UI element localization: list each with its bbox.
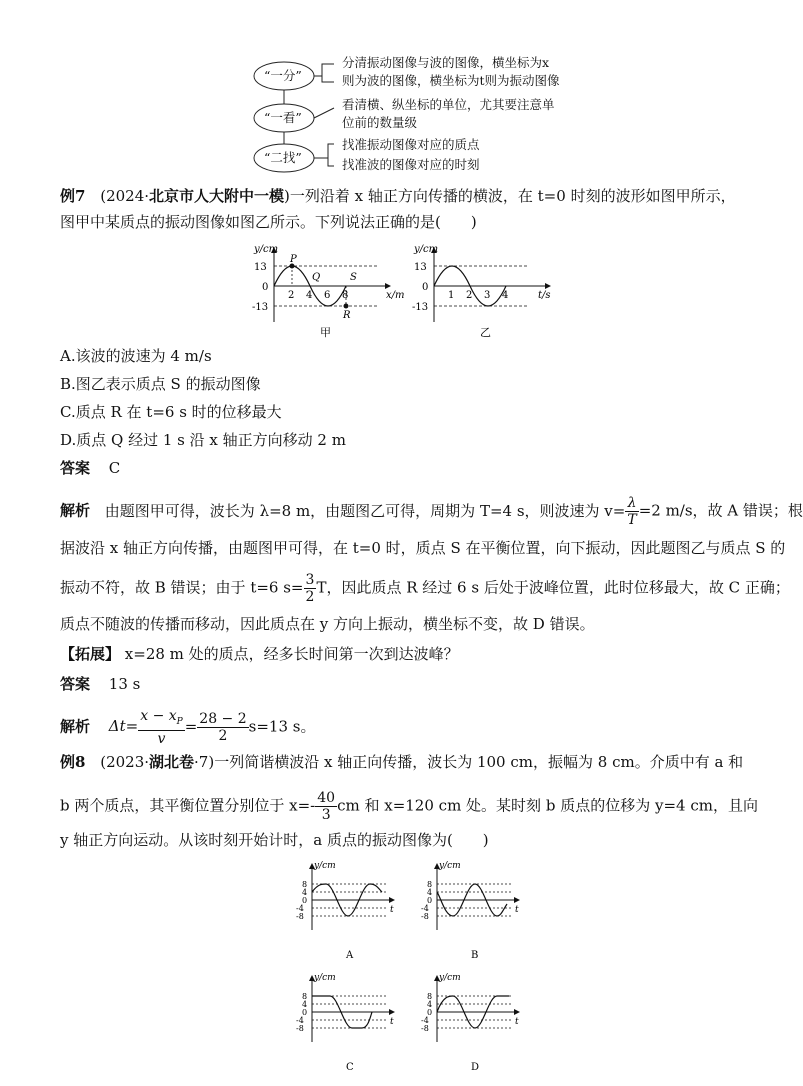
ex7-analysis-1a: 由题图甲可得，波长为 λ=8 m，由题图乙可得，周期为 T=4 s，则波速为 v= xyxy=(104,501,626,520)
ex7-option-c: C.质点 R 在 t=6 s 时的位移最大 xyxy=(60,403,282,421)
caption: A xyxy=(346,950,354,961)
yi-ytick-0: 0 xyxy=(422,282,429,293)
yi-xtick-2: 2 xyxy=(466,290,473,301)
extension-answer: 13 s xyxy=(108,675,141,693)
ex8-graph-b xyxy=(415,858,525,963)
graph-yi-svg xyxy=(410,240,560,340)
ex8-source-bold: 湖北卷 xyxy=(149,753,195,771)
ex7-source-bold: 北京市人大附中一模 xyxy=(149,187,285,205)
frac-num: λ xyxy=(625,495,638,512)
ytick: 0 xyxy=(302,896,308,905)
frac1-num xyxy=(138,708,184,731)
ex7-analysis-3a: 振动不符，故 B 错误；由于 t=6 s= xyxy=(60,578,304,597)
ex7-line2: 图甲中某质点的振动图像如图乙所示。下列说法正确的是( ) xyxy=(60,213,477,231)
frac1-den: v xyxy=(157,730,166,747)
point-r xyxy=(344,304,349,309)
ex8-line1 xyxy=(60,752,743,772)
extension-eq: = xyxy=(184,717,198,736)
ex7-analysis-1 xyxy=(60,495,803,528)
yi-ylabel: y/cm xyxy=(414,244,439,255)
frac2-den: 2 xyxy=(218,727,228,744)
jia-xtick-8: 8 xyxy=(342,290,349,301)
ex8-frac-num: 40 xyxy=(317,790,336,806)
ex7-analysis-2: 据波沿 x 轴正方向传播，由题图甲可得，在 t=0 时，质点 S 在平衡位置，向下振动，因此题图乙与质点 S 的 xyxy=(60,539,786,557)
ytick: 8 xyxy=(427,880,433,889)
ex7-option-a: A.该波的波速为 4 m/s xyxy=(60,347,212,365)
extension-analysis xyxy=(60,708,315,747)
yi-xtick-4: 4 xyxy=(502,290,509,301)
ex7-source-pre: (2024· xyxy=(100,187,150,205)
jia-label-q: Q xyxy=(312,272,321,283)
ex7-source-post: ) xyxy=(284,187,290,205)
node-yikan: “一看” xyxy=(264,110,302,125)
xlabel: t xyxy=(390,905,394,915)
ytick: -8 xyxy=(296,912,304,921)
frac2-num: 28 − 2 xyxy=(199,710,247,727)
yi-xtick-3: 3 xyxy=(484,290,491,301)
ex8-source-post: ·7) xyxy=(194,753,215,771)
ytick: -4 xyxy=(421,1016,429,1025)
frac-den: 2 xyxy=(305,589,315,605)
kan-text-1: 看清横、纵坐标的单位，尤其要注意单 xyxy=(342,97,555,112)
ex7-answer-label: 答案 xyxy=(60,459,91,477)
extension-formula-post: s=13 s。 xyxy=(248,717,316,736)
extension-question: x=28 m 处的质点，经多长时间第一次到达波峰？ xyxy=(124,645,459,663)
xlabel: t xyxy=(515,1017,519,1027)
jia-xtick-2: 2 xyxy=(288,290,295,301)
summary-diagram xyxy=(250,50,570,180)
jia-label-r: R xyxy=(343,310,351,321)
jia-xtick-6: 6 xyxy=(324,290,331,301)
ex7-option-b: B.图乙表示质点 S 的振动图像 xyxy=(60,375,261,393)
jia-xtick-4: 4 xyxy=(306,290,313,301)
yi-xlabel: t/s xyxy=(538,290,551,301)
jia-ytick-n13: -13 xyxy=(252,302,269,313)
graph-jia-svg xyxy=(250,240,405,340)
ex8-graph-svg xyxy=(290,858,400,963)
ex7-analysis-label: 解析 xyxy=(60,501,91,520)
yi-ytick-13: 13 xyxy=(414,262,427,273)
ex8-graph-a xyxy=(290,858,400,963)
ex7-option-d: D.质点 Q 经过 1 s 沿 x 轴正方向移动 2 m xyxy=(60,431,346,449)
ytick: 4 xyxy=(302,888,308,897)
ex7-analysis-3-frac xyxy=(304,572,317,605)
caption: B xyxy=(471,950,479,961)
ex7-analysis-3b: T，因此质点 R 经过 6 s 后处于波峰位置，此时位移最大，故 C 正确； xyxy=(316,578,790,597)
node-yifen: “一分” xyxy=(264,68,302,83)
ytick: 0 xyxy=(302,1008,308,1017)
ex7-analysis-1-frac xyxy=(625,495,638,528)
jia-label-s: S xyxy=(350,272,357,283)
ex8-source-pre: (2023· xyxy=(100,753,150,771)
ex8-frac xyxy=(315,790,337,823)
extension-frac2 xyxy=(197,711,248,744)
frac1-sub: P xyxy=(176,716,183,727)
ex7-analysis-4: 质点不随波的传播而移动，因此质点在 y 方向上振动，横坐标不变，故 D 错误。 xyxy=(60,615,595,633)
ytick: -4 xyxy=(421,904,429,913)
yi-caption: 乙 xyxy=(480,326,491,339)
frac-den: T xyxy=(627,512,637,528)
ex8-graph-d xyxy=(415,970,525,1075)
ex7-answer-line xyxy=(60,458,120,478)
ex8-line1-rest: 一列简谐横波沿 x 轴正向传播，波长为 100 cm，振幅为 8 cm。介质中有 a 和 xyxy=(214,753,744,771)
frac-num: 3 xyxy=(305,572,315,588)
xlabel: t xyxy=(515,905,519,915)
extension-frac1 xyxy=(138,708,184,747)
zhao-text-2: 找准波的图像对应的时刻 xyxy=(342,157,480,172)
jia-ytick-0: 0 xyxy=(262,282,269,293)
ytick: -8 xyxy=(296,1024,304,1033)
fen-text-1: 分清振动图像与波的图像，横坐标为x xyxy=(342,55,550,70)
ex8-graphs xyxy=(290,858,540,1083)
ytick: 4 xyxy=(427,888,433,897)
ex7-label: 例7 xyxy=(60,187,86,205)
frac1-num-text: x − x xyxy=(140,708,177,724)
zhao-text-1: 找准振动图像对应的质点 xyxy=(342,137,480,152)
caption: D xyxy=(471,1062,480,1073)
ex8-frac-den: 3 xyxy=(321,807,331,823)
ylabel: y/cm xyxy=(314,861,336,871)
ex7-analysis-3 xyxy=(60,572,790,605)
ex8-graph-svg xyxy=(415,970,525,1075)
ex8-graph-svg xyxy=(290,970,400,1075)
ytick: 4 xyxy=(427,1000,433,1009)
ex8-line2 xyxy=(60,790,758,823)
ex8-line2a: b 两个质点，其平衡位置分别位于 x=- xyxy=(60,796,316,815)
ex8-label: 例8 xyxy=(60,753,86,771)
xlabel: t xyxy=(390,1017,394,1027)
jia-ylabel: y/cm xyxy=(254,244,279,255)
kan-text-2: 位前的数量级 xyxy=(342,115,418,130)
yi-ytick-n13: -13 xyxy=(412,302,429,313)
ytick: 0 xyxy=(427,896,433,905)
ytick: 8 xyxy=(427,992,433,1001)
ex7-analysis-1b: =2 m/s，故 A 错误；根 xyxy=(638,501,803,520)
extension-formula-pre: Δt= xyxy=(108,717,139,736)
ex8-graph-c xyxy=(290,970,400,1075)
yi-xtick-1: 1 xyxy=(448,290,455,301)
ytick: 8 xyxy=(302,880,308,889)
extension-answer-line xyxy=(60,674,140,694)
ytick: -8 xyxy=(421,1024,429,1033)
graph-yi xyxy=(410,240,560,340)
ylabel: y/cm xyxy=(314,973,336,983)
ex7-answer: C xyxy=(108,459,121,477)
ytick: 4 xyxy=(302,1000,308,1009)
extension-answer-label: 答案 xyxy=(60,675,91,693)
ex8-line2b: cm 和 x=120 cm 处。某时刻 b 质点的位移为 y=4 cm，且向 xyxy=(337,796,758,815)
jia-caption: 甲 xyxy=(320,326,331,339)
ex8-graph-svg xyxy=(415,858,525,963)
ex7-line1 xyxy=(60,186,736,206)
ytick: -4 xyxy=(296,904,304,913)
ylabel: y/cm xyxy=(439,861,461,871)
graph-jia xyxy=(250,240,405,340)
jia-ytick-13: 13 xyxy=(254,262,267,273)
ytick: 8 xyxy=(302,992,308,1001)
extension-analysis-label: 解析 xyxy=(60,717,91,736)
jia-xlabel: x/m xyxy=(386,290,405,301)
extension-label: 【拓展】 xyxy=(60,645,121,663)
ex8-line3: y 轴正方向运动。从该时刻开始计时，a 质点的振动图像为( ) xyxy=(60,831,489,849)
extension-line xyxy=(60,644,459,664)
ytick: -8 xyxy=(421,912,429,921)
ytick: 0 xyxy=(427,1008,433,1017)
node-erzhao: “二找” xyxy=(264,150,302,165)
ylabel: y/cm xyxy=(439,973,461,983)
caption: C xyxy=(346,1062,354,1073)
ex7-line1-rest: 一列沿着 x 轴正方向传播的横波，在 t=0 时刻的波形如图甲所示， xyxy=(289,187,736,205)
jia-label-p: P xyxy=(290,254,297,265)
ytick: -4 xyxy=(296,1016,304,1025)
fen-text-2: 则为波的图像，横坐标为t则为振动图像 xyxy=(342,73,560,88)
